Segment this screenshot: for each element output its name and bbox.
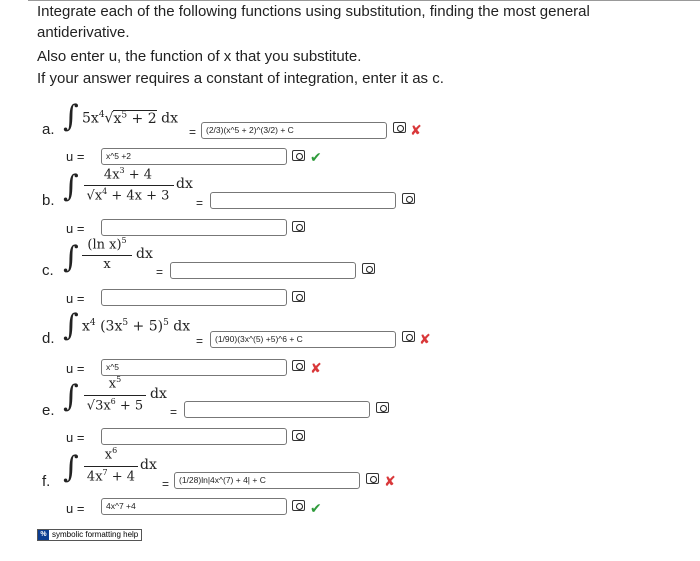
differential: dx xyxy=(176,176,193,192)
help-icon: % xyxy=(38,530,49,540)
fraction-bar xyxy=(84,395,146,396)
correct-icon: ✔ xyxy=(310,500,322,516)
equals-sign: = xyxy=(196,334,204,348)
integral-sign: ∫ xyxy=(63,169,79,204)
u-field-e[interactable] xyxy=(101,428,287,445)
integral-sign: ∫ xyxy=(63,240,79,275)
preview-icon[interactable] xyxy=(376,402,389,413)
preview-icon[interactable] xyxy=(402,331,415,342)
preview-icon[interactable] xyxy=(292,500,305,511)
u-label: u = xyxy=(66,361,85,376)
u-label: u = xyxy=(66,149,85,164)
problem-a-label: a. xyxy=(42,121,55,138)
differential: dx xyxy=(140,457,157,473)
problem-c-label: c. xyxy=(42,262,54,279)
answer-field-c[interactable] xyxy=(170,262,356,279)
integral-sign: ∫ xyxy=(63,450,79,485)
preview-icon[interactable] xyxy=(362,263,375,274)
problem-e-label: e. xyxy=(42,402,55,419)
u-label: u = xyxy=(66,501,85,516)
integral-sign: ∫ xyxy=(63,99,79,134)
preview-icon[interactable] xyxy=(292,150,305,161)
differential: dx xyxy=(150,386,167,402)
preview-icon[interactable] xyxy=(292,221,305,232)
differential: dx xyxy=(136,246,153,262)
integrand-b-denominator: $√x^4 + 4x + 3$ xyxy=(86,187,170,204)
integrand-e-denominator: $√3x^6 + 5$ xyxy=(86,397,144,414)
integrand-f-denominator: $4x^7 + 4$ xyxy=(86,468,136,485)
fraction-bar xyxy=(82,255,132,256)
correct-icon: ✔ xyxy=(310,149,322,165)
equals-sign: = xyxy=(156,265,164,279)
incorrect-icon: ✘ xyxy=(419,331,431,347)
fraction-bar xyxy=(84,185,174,186)
answer-field-b[interactable] xyxy=(210,192,396,209)
answer-field-d[interactable]: (1/90)(3x^(5) +5)^6 + C xyxy=(210,331,396,348)
equals-sign: = xyxy=(196,196,204,210)
answer-field-e[interactable] xyxy=(184,401,370,418)
integrand-c-denominator: x xyxy=(103,257,111,272)
preview-icon[interactable] xyxy=(366,473,379,484)
integrand-a: $5x^4√x^5 + 2$ dx xyxy=(82,110,178,127)
fraction-bar xyxy=(84,466,138,467)
integrand-b-numerator: $4x^3 + 4$ xyxy=(103,166,153,183)
u-label: u = xyxy=(66,430,85,445)
incorrect-icon: ✘ xyxy=(310,360,322,376)
integrand-f-numerator: $x^6$ xyxy=(104,446,118,463)
problem-b-label: b. xyxy=(42,192,55,209)
help-label: symbolic formatting help xyxy=(52,530,139,539)
integral-sign: ∫ xyxy=(63,379,79,414)
preview-icon[interactable] xyxy=(292,430,305,441)
integral-sign: ∫ xyxy=(63,308,79,343)
preview-icon[interactable] xyxy=(292,291,305,302)
equals-sign: = xyxy=(162,477,170,491)
integrand-d: $x^4$ $(3x^5 + 5)^5$ dx xyxy=(82,318,191,335)
u-field-a[interactable]: x^5 +2 xyxy=(101,148,287,165)
u-field-b[interactable] xyxy=(101,219,287,236)
preview-icon[interactable] xyxy=(393,122,406,133)
answer-field-a[interactable]: (2/3)(x^5 + 2)^(3/2) + C xyxy=(201,122,387,139)
problem-d-label: d. xyxy=(42,330,55,347)
u-field-f[interactable]: 4x^7 +4 xyxy=(101,498,287,515)
instructions-line-1: Integrate each of the following functions using substitution, finding the most general xyxy=(37,3,590,20)
integrand-e-numerator: $x^5$ xyxy=(108,375,122,392)
incorrect-icon: ✘ xyxy=(384,473,396,489)
top-border xyxy=(28,0,700,1)
integrand-c-numerator: (ln x)$^5$ xyxy=(87,236,127,253)
preview-icon[interactable] xyxy=(402,193,415,204)
answer-field-f[interactable]: (1/28)ln|4x^(7) + 4| + C xyxy=(174,472,360,489)
problem-f-label: f. xyxy=(42,473,51,490)
incorrect-icon: ✘ xyxy=(410,122,422,138)
u-label: u = xyxy=(66,221,85,236)
equals-sign: = xyxy=(189,125,197,139)
equals-sign: = xyxy=(170,405,178,419)
preview-icon[interactable] xyxy=(292,360,305,371)
instructions-line-3: Also enter u, the function of x that you substitute. xyxy=(37,48,362,65)
instructions-line-4: If your answer requires a constant of integration, enter it as c. xyxy=(37,70,444,87)
u-field-d[interactable]: x^5 xyxy=(101,359,287,376)
u-label: u = xyxy=(66,291,85,306)
instructions-line-2: antiderivative. xyxy=(37,24,130,41)
symbolic-formatting-help-link[interactable] xyxy=(37,529,142,541)
u-field-c[interactable] xyxy=(101,289,287,306)
